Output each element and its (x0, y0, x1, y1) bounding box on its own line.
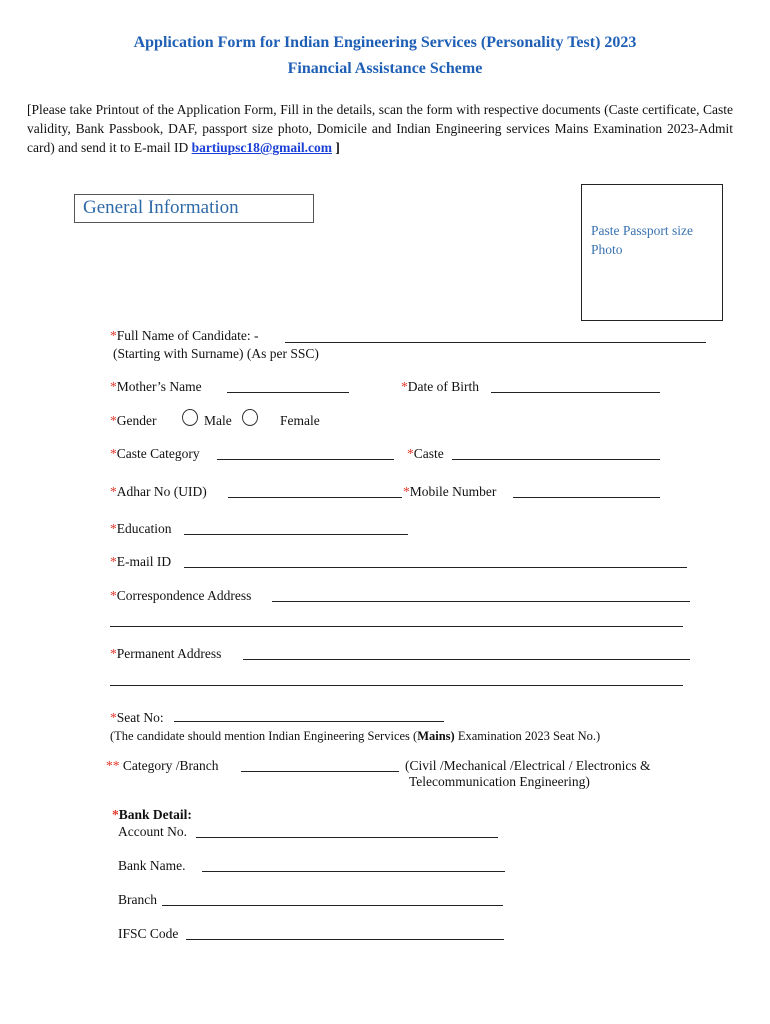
branch-options-line2: Telecommunication Engineering) (409, 774, 590, 789)
caste-category-label: *Caste Category (110, 446, 200, 461)
category-branch-field[interactable] (241, 771, 399, 772)
ifsc-label: IFSC Code (118, 926, 179, 941)
dob-label: *Date of Birth (401, 379, 479, 394)
caste-category-field[interactable] (217, 459, 394, 460)
full-name-label: *Full Name of Candidate: - (110, 328, 259, 343)
instructions-text: [Please take Printout of the Application Form, Fill in the details, scan the form with respective documents (Caste certificate, Caste validity, Bank Passbook, DAF, passport size photo, Domicile and Indian Engineering services Mains Examination 2023-Admit card) and send it to E-mail ID (27, 102, 733, 155)
email-link[interactable]: bartiupsc18@gmail.com (191, 140, 333, 155)
bank-name-label: Bank Name. (118, 858, 186, 873)
gender-male-label: Male (204, 413, 232, 428)
seat-no-hint: (The candidate should mention Indian Engineering Services (Mains) Examination 2023 Seat No.) (110, 729, 601, 743)
adhar-label: *Adhar No (UID) (110, 484, 207, 499)
branch-options-line1: (Civil /Mechanical /Electrical / Electronics & (405, 758, 651, 773)
seat-no-label: *Seat No: (110, 710, 164, 725)
full-name-field[interactable] (285, 342, 706, 343)
education-field[interactable] (184, 534, 408, 535)
corr-address-field-2[interactable] (110, 626, 683, 627)
account-no-field[interactable] (196, 837, 498, 838)
form-title: Application Form for Indian Engineering Services (Personality Test) 2023 (133, 34, 637, 51)
full-name-hint: (Starting with Surname) (As per SSC) (113, 346, 319, 361)
gender-female-radio[interactable] (242, 409, 258, 426)
email-field[interactable] (184, 567, 687, 568)
bank-detail-title: *Bank Detail: (112, 807, 192, 822)
account-no-label: Account No. (118, 824, 187, 839)
form-subtitle: Financial Assistance Scheme (287, 60, 483, 77)
adhar-field[interactable] (228, 497, 402, 498)
gender-label: *Gender (110, 413, 157, 428)
instructions-closing: ] (332, 140, 340, 155)
corr-address-label: *Correspondence Address (110, 588, 252, 603)
photo-box (581, 184, 723, 321)
branch-label: Branch (118, 892, 157, 907)
education-label: *Education (110, 521, 172, 536)
instructions (27, 100, 733, 157)
mother-name-field[interactable] (227, 392, 349, 393)
bank-name-field[interactable] (202, 871, 505, 872)
gender-male-radio[interactable] (182, 409, 198, 426)
section-title: General Information (83, 197, 239, 218)
ifsc-field[interactable] (186, 939, 504, 940)
mobile-field[interactable] (513, 497, 660, 498)
dob-field[interactable] (491, 392, 660, 393)
corr-address-field-1[interactable] (272, 601, 690, 602)
photo-label: Paste Passport size Photo (591, 223, 693, 257)
seat-no-field[interactable] (174, 721, 444, 722)
email-label: *E-mail ID (110, 554, 172, 569)
caste-field[interactable] (452, 459, 660, 460)
perm-address-field-1[interactable] (243, 659, 690, 660)
gender-female-label: Female (280, 413, 320, 428)
perm-address-field-2[interactable] (110, 685, 683, 686)
mobile-label: *Mobile Number (403, 484, 497, 499)
caste-label: *Caste (407, 446, 444, 461)
perm-address-label: *Permanent Address (110, 646, 222, 661)
mother-name-label: *Mother’s Name (110, 379, 202, 394)
category-branch-label: ** Category /Branch (106, 758, 219, 773)
section-header-box (74, 194, 314, 223)
branch-field[interactable] (162, 905, 503, 906)
